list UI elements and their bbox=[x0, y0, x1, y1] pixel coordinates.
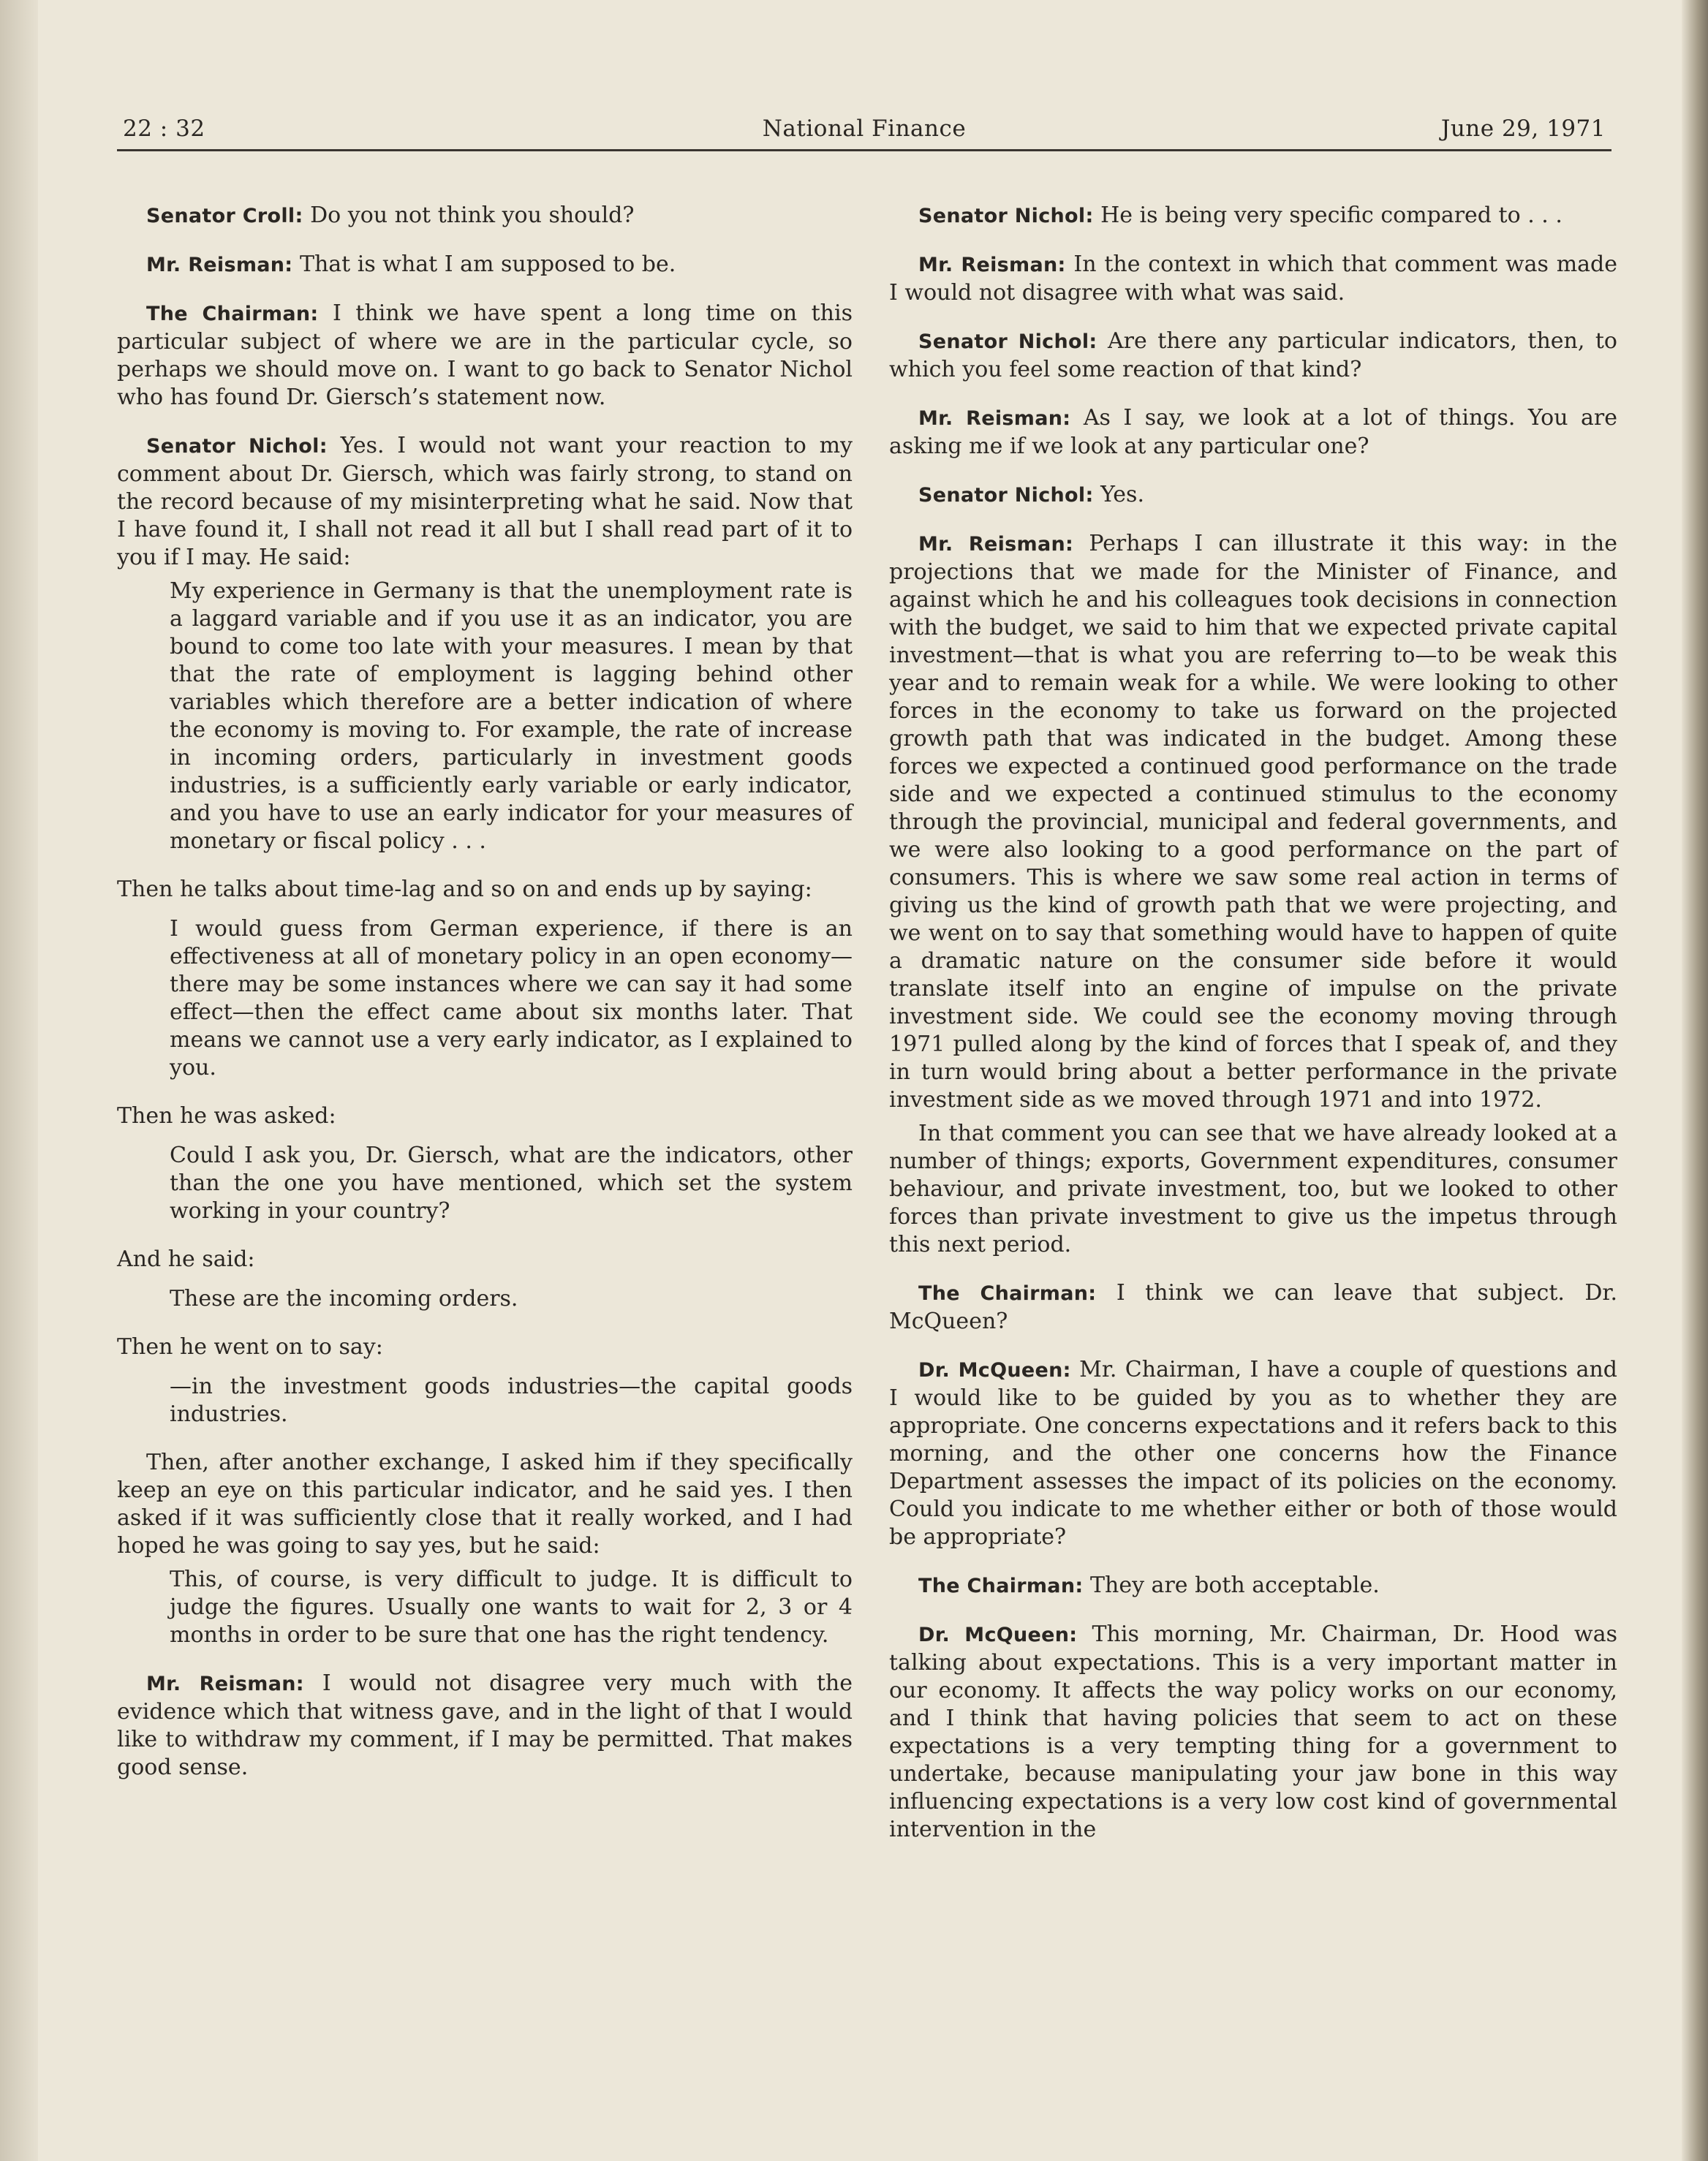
speech-text: Perhaps I can illustrate it this way: in the projections that we made for the Minister of Finance, and against which he and his colleagues took decisions in connection with the budget, we said to him that we expected private capital investment—that is what you are referring to—to be weak this year and to remain weak for a while. We were looking to other forces in the economy to take us forward on the projected growth path that was indicated in the budget. Among these forces we expected a continued good performance on the trade side and we expected a continued stimulus to the economy through the provincial, municipal and federal governments, and we were also looking to a good performance on the part of consumers. This is where we saw some real action in terms of giving us the kind of growth path that we were projecting, and we went on to say that something would have to happen of quite a dramatic nature on the consumer side before it would translate itself into an engine of impulse on the private investment side. We could see the economy moving through 1971 pulled along by the kind of forces that I speak of, and they in turn would bring about a better performance in the private investment side as we moved through 1971 and into 1972. bbox=[889, 531, 1617, 1113]
speech-text: I would not disagree very much with the evidence which that witness gave, and in the light of that I would like to withdraw my comment, if I may be permitted. That makes good sense. bbox=[117, 1670, 853, 1780]
speaker-name: Mr. Reisman: bbox=[146, 1673, 304, 1695]
speaker-name: Senator Nichol: bbox=[918, 484, 1094, 507]
speech-paragraph bbox=[889, 404, 1617, 461]
speech-text: Yes. bbox=[1093, 482, 1144, 507]
speech-paragraph bbox=[889, 1621, 1617, 1844]
speech-text: That is what I am supposed to be. bbox=[292, 251, 676, 277]
page-edge-shadow bbox=[1682, 0, 1708, 2161]
narrative-paragraph: Then he was asked: bbox=[117, 1103, 336, 1129]
speech-paragraph bbox=[117, 300, 853, 412]
speaker-name: Mr. Reisman: bbox=[918, 254, 1066, 276]
speech-paragraph bbox=[117, 1670, 853, 1782]
speech-text: In the context in which that comment was made I would not disagree with what was said. bbox=[889, 251, 1617, 306]
speaker-name: Mr. Reisman: bbox=[918, 533, 1074, 556]
speech-paragraph bbox=[889, 1279, 1617, 1336]
quoted-testimony: —in the investment goods industries—the capital goods industries. bbox=[170, 1374, 853, 1427]
quoted-testimony: These are the incoming orders. bbox=[170, 1286, 518, 1312]
page-gutter-shadow bbox=[0, 0, 38, 2161]
running-header bbox=[117, 116, 1611, 152]
speech-text: This morning, Mr. Chairman, Dr. Hood was talking about expectations. This is a very important matter in our economy. It affects the way policy works on our economy, and I think that having policies that seem to act on these expectations is a very tempting thing for a government to undertake, because manipulating your jaw bone in this way influencing expectations is a very low cost kind of governmental intervention in the bbox=[889, 1621, 1617, 1842]
speech-text: They are both acceptable. bbox=[1083, 1573, 1380, 1598]
narrative-paragraph: Then he talks about time-lag and so on and ends up by saying: bbox=[117, 877, 812, 902]
speech-text: Mr. Chairman, I have a couple of questions and I would like to be guided by you as to whether they are appropriate. One concerns expectations and it refers back to this morning, and the other one concerns how the Finance Department assesses the impact of its policies on the economy. Could you indicate to me whether either or both of those would be appropriate? bbox=[889, 1357, 1617, 1550]
speech-text: Do you not think you should? bbox=[303, 203, 635, 228]
speaker-name: Senator Nichol: bbox=[918, 330, 1097, 353]
quoted-testimony: This, of course, is very difficult to judge. It is difficult to judge the figures. Usually one wants to wait for 2, 3 or 4 months in order to be sure that one has the right tendency. bbox=[170, 1567, 853, 1648]
narrative-paragraph: And he said: bbox=[117, 1246, 255, 1272]
speech-paragraph bbox=[889, 328, 1617, 384]
narrative-paragraph: Then, after another exchange, I asked him if they specifically keep an eye on this particular indicator, and he said yes. I then asked if it was sufficiently close that it really worked, and I had hoped he was going to say yes, but he said: bbox=[117, 1450, 853, 1559]
page-reference: 22 : 32 bbox=[123, 116, 205, 142]
narrative-paragraph: Then he went on to say: bbox=[117, 1334, 383, 1360]
speech-paragraph bbox=[889, 1572, 1617, 1600]
speech-text: He is being very specific compared to . . . bbox=[1093, 203, 1562, 228]
narrative-paragraph: In that comment you can see that we have already looked at a number of things; exports, Government expenditures, consumer behaviour, and private investment, too, but we looked to other forces than private investment to give us the impetus through this next period. bbox=[889, 1121, 1617, 1257]
speaker-name: Dr. McQueen: bbox=[918, 1359, 1071, 1382]
speech-paragraph bbox=[889, 1356, 1617, 1551]
speaker-name: The Chairman: bbox=[146, 303, 319, 325]
speaker-name: Senator Nichol: bbox=[918, 205, 1094, 227]
quoted-testimony: I would guess from German experience, if there is an effectiveness at all of monetary policy in an open economy—there may be some instances where we can say it had some effect—then the effect came about six months later. That means we cannot use a very early indicator, as I explained to you. bbox=[170, 916, 853, 1080]
speech-text: As I say, we look at a lot of things. You are asking me if we look at any particular one? bbox=[889, 405, 1617, 459]
quoted-testimony: Could I ask you, Dr. Giersch, what are the indicators, other than the one you have mentioned, which set the system working in your country? bbox=[170, 1143, 853, 1224]
speech-paragraph bbox=[889, 202, 1617, 230]
speech-paragraph bbox=[117, 202, 853, 230]
speaker-name: Mr. Reisman: bbox=[918, 407, 1071, 430]
speaker-name: Mr. Reisman: bbox=[146, 254, 293, 276]
speech-paragraph bbox=[117, 251, 853, 279]
speech-paragraph bbox=[889, 251, 1617, 307]
speaker-name: The Chairman: bbox=[918, 1282, 1097, 1305]
speaker-name: Senator Nichol: bbox=[146, 435, 328, 458]
right-column bbox=[889, 202, 1617, 1864]
publication-title: National Finance bbox=[762, 116, 967, 142]
speech-paragraph bbox=[117, 432, 853, 572]
header-date: June 29, 1971 bbox=[1440, 116, 1606, 142]
speaker-name: Senator Croll: bbox=[146, 205, 303, 227]
left-column bbox=[117, 202, 853, 1802]
speech-text: I think we can leave that subject. Dr. McQueen? bbox=[889, 1280, 1618, 1334]
speech-text: Yes. I would not want your reaction to my comment about Dr. Giersch, which was fairly strong, to stand on the record because of my misinterpreting what he said. Now that I have found it, I shall not read it all but I shall read part of it to you if I may. He said: bbox=[117, 433, 853, 570]
speech-text: Are there any particular indicators, then, to which you feel some reaction of that kind? bbox=[889, 328, 1617, 382]
speaker-name: Dr. McQueen: bbox=[918, 1624, 1078, 1646]
speech-text: I think we have spent a long time on this particular subject of where we are in the particular cycle, so perhaps we should move on. I want to go back to Senator Nichol who has found Dr. Giersch’s statement now. bbox=[117, 300, 853, 410]
header-rule bbox=[117, 149, 1611, 151]
speaker-name: The Chairman: bbox=[918, 1575, 1084, 1597]
quoted-testimony: My experience in Germany is that the unemployment rate is a laggard variable and if you use it as an indicator, you are bound to come too late with your measures. I mean by that that the rate of employment is lagging behind other variables which therefore are a better indication of where the economy is moving to. For example, the rate of increase in incoming orders, particularly in investment goods industries, is a sufficiently early variable or early indicator, and you have to use an early indicator for your measures of monetary or fiscal policy . . . bbox=[170, 578, 853, 854]
speech-paragraph bbox=[889, 481, 1617, 510]
speech-paragraph bbox=[889, 530, 1617, 1114]
